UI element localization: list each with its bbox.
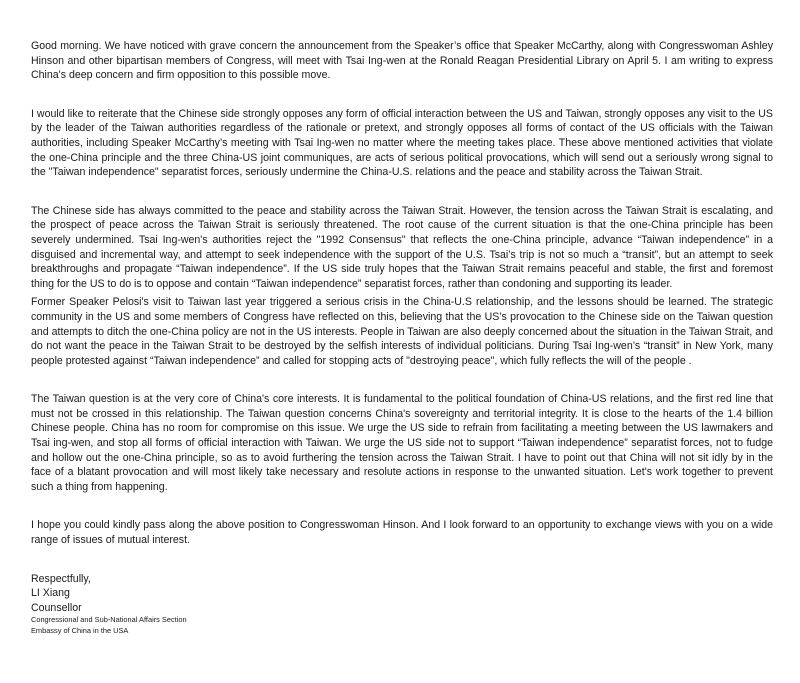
signature-title: Counsellor (31, 601, 82, 614)
paragraph-core-interests: The Taiwan question is at the very core of China's core interests. It is fundamental to the political foundation of China-US relations, and the first red line that must not be crossed in this relationship. The Taiwan question concerns China's sovereignty and territorial integrity. It is close to the hearts of the 1.4 billion Chinese people. China has no room for compromise on this issue. We urge the US side to refrain from facilitating a meeting between the US lawmakers and Tsai ing-wen, and stop all forms of official interaction with Taiwan. We urge the US side not to support “Taiwan independence” separatist forces, not to fudge and hollow out the one-China principle, so as to avoid furthering the tension across the Taiwan Strait. I have to point out that China will not sit idly by in the face of a blatant provocation and will most likely take necessary and resolute actions in response to the unwanted situation. Let's work together to prevent such a thing from happening. (31, 393, 773, 493)
paragraph-reiteration: I would like to reiterate that the Chinese side strongly opposes any form of official interaction between the US and Taiwan, strongly opposes any visit to the US by the leader of the Taiwan authorities regardless of the rationale or pretext, and strongly opposes all forms of contact of the US officials with the Taiwan authorities, including Speaker McCarthy’s meeting with Tsai Ing-wen no matter where the meeting takes place. These above mentioned activities that violate the one-China principle and the three China-US joint communiques, are acts of serious political provocations, which will send out a seriously wrong signal to the "Taiwan independence" separatist forces, seriously undermine the China-U.S. relations and the peace and stability across the Taiwan Strait. (31, 107, 773, 179)
signature-name: LI Xiang (31, 587, 70, 600)
paragraph-greeting: Good morning. We have noticed with grave concern the announcement from the Speaker’s office that Speaker McCarthy, along with Congresswoman Ashley Hinson and other bipartisan members of Congress, will meet with Tsai Ing-wen at the Ronald Reagan Presidential Library on April 5. I am writing to express China's deep concern and firm opposition to this possible move. (31, 40, 773, 82)
signature-section: Congressional and Sub-National Affairs Section (31, 615, 187, 625)
paragraph-closing-request: I hope you could kindly pass along the above position to Congresswoman Hinson. And I look forward to an opportunity to exchange views with you on a wide range of issues of mutual interest. (31, 519, 773, 547)
paragraph-pelosi-visit: Former Speaker Pelosi's visit to Taiwan last year triggered a serious crisis in the China-U.S relationship, and the lessons should be learned. The strategic community in the US and some members of Congress have reflected on this, believing that the US’s provocation to the Chinese side on the Taiwan question and attempts to ditch the one-China policy are not in the US interests. People in Taiwan are also deeply concerned about the situation in the Taiwan Strait, and do not want the peace in the Taiwan Strait to be destroyed by the selfish interests of individual politicians. During Tsai Ing-wen’s “transit” in New York, many people protested against “Taiwan independence” and called for stopping acts of "destroying peace", which fully reflects the will of the people . (31, 296, 773, 367)
paragraph-peace-stability: The Chinese side has always committed to the peace and stability across the Taiwan Strait. However, the tension across the Taiwan Strait is escalating, and the prospect of peace across the Taiwan Strait is seriously threatened. The root cause of the current situation is that the one-China principle has been severely undermined. Tsai Ing-wen's authorities reject the "1992 Consensus" that reflects the one-China principle, advance “Taiwan independence” in a disguised and incremental way, and attempt to seek independence with the support of the U.S. Tsai’s trip is not so much a “transit”, but an attempt to seek breakthroughs and propagate “Taiwan independence”. If the US side truly hopes that the Taiwan Strait remains peaceful and stable, the first and foremost thing for the US to do is to oppose and contain “Taiwan independence” separatist forces, rather than condoning and supporting its leader. (31, 204, 773, 290)
signature-embassy: Embassy of China in the USA (31, 625, 129, 635)
signature-block (31, 572, 773, 637)
signature-closing: Respectfully, (31, 572, 91, 585)
letter-body (31, 39, 773, 636)
